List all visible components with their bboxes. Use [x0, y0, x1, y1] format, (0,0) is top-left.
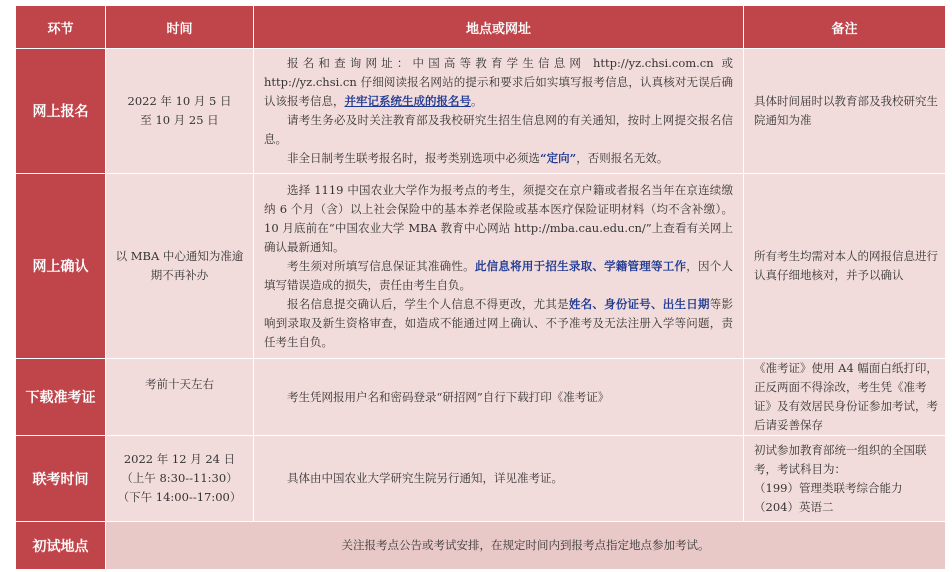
table-row [16, 49, 946, 174]
note-cell: 具体时间届时以教育部及我校研究生院通知为准 [744, 49, 946, 174]
time-line: 2022 年 12 月 24 日 [123, 452, 236, 466]
table-row [16, 359, 946, 436]
note-line: 初试参加教育部统一组织的全国联考，考试科目为： [754, 442, 927, 476]
header-stage: 环节 [16, 6, 106, 49]
highlight-text: “定向” [540, 151, 577, 165]
paragraph [264, 295, 733, 352]
paragraph [264, 257, 733, 295]
paragraph: 考生凭网报用户名和密码登录“研招网”自行下载打印《准考证》 [287, 389, 610, 404]
stage-cell: 初试地点 [16, 522, 106, 570]
text: 考生须对所填写信息保证其准确性。 [287, 258, 475, 273]
note-line: （199）管理类联考综合能力 [754, 480, 903, 495]
location-cell [254, 359, 744, 436]
paragraph [264, 149, 733, 168]
location-cell [254, 174, 744, 359]
time-cell: 考前十天左右 [106, 359, 254, 436]
paragraph: 请考生务必及时关注教育部及我校研究生招生信息网的有关通知，按时上网提交报名信息。 [264, 113, 733, 146]
table-row [16, 436, 946, 522]
text: ，否则报名无效。 [576, 151, 669, 165]
text: ，因个人填写错误造成的损失，责任由考生自负。 [264, 258, 734, 292]
admission-schedule-table [15, 5, 945, 567]
text: 非全日制考生联考报名时，报考类别选项中必须选 [287, 151, 540, 165]
text: 报名信息提交确认后，学生个人信息不得更改，尤其是 [287, 296, 569, 311]
time-cell: 以 MBA 中心通知为准逾期不再补办 [106, 174, 254, 359]
highlight-text: 此信息将用于招生录取、学籍管理等工作 [474, 258, 687, 273]
time-line: （下午 14:00--17:00） [117, 490, 242, 504]
table-header-row [16, 6, 946, 49]
stage-cell: 网上报名 [16, 49, 106, 174]
location-cell [254, 436, 744, 522]
paragraph: 具体由中国农业大学研究生院另行通知，详见准考证。 [287, 471, 563, 485]
merged-cell: 关注报考点公告或考试安排，在规定时间内到报考点指定地点参加考试。 [106, 522, 946, 570]
table-row [16, 522, 946, 570]
time-line: 至 10 月 25 日 [140, 113, 219, 127]
time-cell [106, 49, 254, 174]
paragraph [264, 54, 733, 111]
header-location: 地点或网址 [254, 6, 744, 49]
time-line: 2022 年 10 月 5 日 [127, 94, 232, 108]
time-line: （上午 8:30--11:30） [121, 471, 238, 485]
location-cell [254, 49, 744, 174]
paragraph: 选择 1119 中国农业大学作为报考点的考生，须提交在京户籍或者报名当年在京连续缴纳 6 个月（含）以上社会保险中的基本养老保险或基本医疗保险证明材料（均不含补缴）。10 月底前在“中国农业大学 MBA 教育中心网站 http://mba.cau.edu.cn/”上查看有关网上确认最新通知。 [264, 182, 733, 254]
highlight-text: 姓名、身份证号、出生日期 [568, 296, 710, 311]
note-cell: 《准考证》使用 A4 幅面白纸打印，正反两面不得涂改，考生凭《准考证》及有效居民身份证参加考试，考后请妥善保存 [744, 359, 946, 436]
header-note: 备注 [744, 6, 946, 49]
text: 报名和查询网址：中国高等教育学生信息网 http://yz.chsi.com.cn 或 http://yz.chsi.cn 仔细阅读报名网站的提示和要求后如实填写报考信息，认真核对无误后确认该报考信息， [264, 56, 733, 108]
highlight-text: 并牢记系统生成的报名号 [344, 94, 471, 108]
text: 等影响到录取及新生资格审查，如造成不能通过网上确认、不予准考及无法注册入学等问题，责任考生自负。 [264, 296, 734, 349]
stage-cell: 下载准考证 [16, 359, 106, 436]
stage-cell: 联考时间 [16, 436, 106, 522]
header-time: 时间 [106, 6, 254, 49]
table-row [16, 174, 946, 359]
note-cell: 所有考生均需对本人的网报信息进行认真仔细地核对，并予以确认 [744, 174, 946, 359]
stage-cell: 网上确认 [16, 174, 106, 359]
time-cell [106, 436, 254, 522]
note-line: （204）英语二 [754, 499, 834, 514]
text: 。 [471, 94, 483, 108]
note-cell [744, 436, 946, 522]
